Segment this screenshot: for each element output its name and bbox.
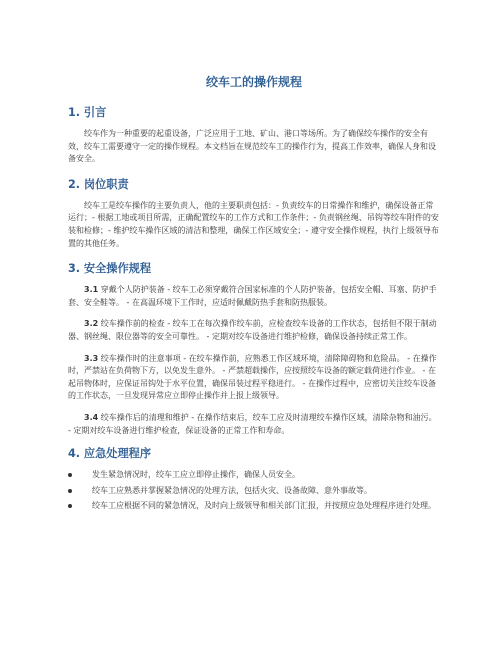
- list-item: [68, 500, 440, 513]
- subsection-paragraph: [68, 284, 440, 309]
- subsection-paragraph: [68, 318, 440, 343]
- bullet-dot-icon: [68, 489, 72, 493]
- subsection-text: 绞车操作时的注意事项 - 在绞车操作前，应熟悉工作区域环境，清除障碍物和危险品。 - 在操作时，严禁站在负荷物下方，以免发生意外。 - 严禁超载操作，应按照绞车设备的额定载荷进行作业。 - 在起吊物体时，应保证吊钩处于水平位置，确保吊装过程平稳进行。 - 在操作过程中，应密切关注绞车设备的工作状态，一旦发现异常应立即停止操作并上报上级领导。: [68, 353, 437, 401]
- paragraph: 绞车作为一种重要的起重设备，广泛应用于工地、矿山、港口等场所。为了确保绞车操作的安全有效，绞车工需要遵守一定的操作规程。本文档旨在规范绞车工的操作行为，提高工作效率，确保人身和设备安全。: [68, 129, 436, 164]
- subsection-paragraph: [68, 353, 440, 403]
- section-heading: 1. 引言: [68, 106, 107, 119]
- subsection-text: 绞车操作前的检查 - 绞车工在每次操作绞车前，应检查绞车设备的工作状态，包括但不限于制动器、钢丝绳、限位器等的安全可靠性。 - 定期对绞车设备进行维护检修，确保设备持续正常工作。: [68, 319, 437, 341]
- list-item-text: 绞车工应根据不同的紧急情况，及时向上级领导和相关部门汇报，并按照应急处理程序进行处理。: [92, 501, 436, 511]
- section-introduction: [68, 105, 440, 166]
- bullet-list: [68, 469, 440, 513]
- subsection-number: 3.4: [84, 412, 99, 422]
- subsection-number: 3.2: [84, 319, 99, 329]
- list-item-text: 发生紧急情况时，绞车工应立即停止操作，确保人员安全。: [92, 470, 300, 480]
- section-heading: 2. 岗位职责: [68, 177, 129, 191]
- subsection-number: 3.3: [84, 353, 99, 363]
- section-heading: 4. 应急处理程序: [68, 447, 152, 461]
- list-item-text: 绞车工应熟悉并掌握紧急情况的处理方法，包括火灾、设备故障、意外事故等。: [92, 485, 372, 495]
- subsection-text: 穿戴个人防护装备 - 绞车工必须穿戴符合国家标准的个人防护装备，包括安全帽、耳塞、防护手套、安全鞋等。 - 在高温环境下工作时，应适时佩戴防热手套和防热服装。: [68, 285, 437, 307]
- paragraph: 绞车工是绞车操作的主要负责人，他的主要职责包括：- 负责绞车的日常操作和维护，确保设备正常运行；- 根据工地或项目所需，正确配置绞车的工作方式和工作条件；- 负责钢丝绳、吊钩等绞车附件的安装和检修；- 维护绞车操作区域的清洁和整理，确保工作区域安全；- 遵守安全操作规程，执行上级领导布置的其他任务。: [68, 200, 439, 248]
- bullet-dot-icon: [68, 473, 72, 477]
- section-heading: 3. 安全操作规程: [68, 262, 152, 276]
- section-safety-rules: [68, 261, 440, 437]
- list-item: [68, 469, 440, 482]
- document-title: 绞车工的操作规程: [205, 75, 302, 89]
- subsection-number: 3.1: [84, 285, 99, 295]
- section-emergency: [68, 446, 440, 513]
- list-item: [68, 485, 440, 498]
- bullet-dot-icon: [68, 504, 72, 508]
- subsection-text: 绞车操作后的清理和维护 - 在操作结束后，绞车工应及时清理绞车操作区域，清除杂物和油污。 - 定期对绞车设备进行维护检查，保证设备的正常工作和寿命。: [68, 412, 437, 435]
- section-responsibilities: [68, 177, 440, 250]
- subsection-paragraph: [68, 412, 440, 437]
